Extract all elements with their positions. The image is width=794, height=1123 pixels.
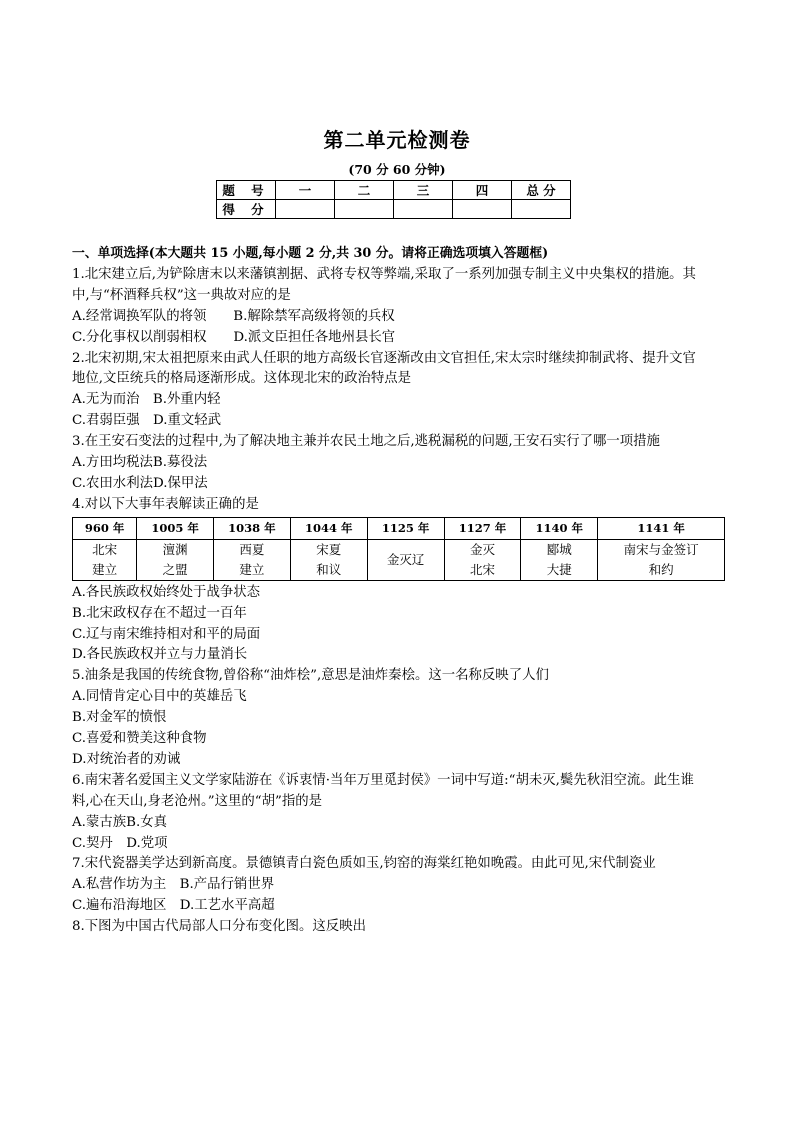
score-table-score-row <box>217 200 571 219</box>
score-header-part1: 一 <box>276 181 335 200</box>
q2-options-ab: A.无为而治 B.外重内轻 <box>72 392 221 408</box>
q3-options-ab: A.方田均税法B.募役法 <box>72 455 208 471</box>
q6-stem-line1: 6.南宋著名爱国主义文学家陆游在《诉衷情·当年万里觅封侯》一词中写道:“胡未灭,鬓先秋泪空流。此生谁 <box>72 772 694 788</box>
q1-options-ab: A.经常调换军队的将领 B.解除禁军高级将领的兵权 <box>72 308 395 324</box>
score-cell-part3[interactable] <box>394 200 453 219</box>
event-cell <box>367 539 444 580</box>
event-cell <box>521 539 598 580</box>
event-text: 北宋 <box>92 541 118 557</box>
q6-stem-line2: 料,心在天山,身老沧州。”这里的“胡”指的是 <box>72 793 322 809</box>
q5-option-d: D.对统治者的劝诫 <box>72 751 181 767</box>
event-cell <box>137 539 214 580</box>
q7-stem: 7.宋代瓷器美学达到新高度。景德镇青白瓷色质如玉,钧窑的海棠红艳如晚霞。由此可见,宋代制瓷业 <box>72 856 656 872</box>
event-text: 北宋 <box>469 561 495 577</box>
event-cell <box>214 539 291 580</box>
event-year: 960 年 <box>73 517 137 539</box>
q2-options-cd: C.君弱臣强 D.重文轻武 <box>72 413 222 429</box>
score-table-header-row <box>217 181 571 200</box>
q3-options-cd: C.农田水利法D.保甲法 <box>72 475 208 491</box>
q4-option-d: D.各民族政权并立与力量消长 <box>72 647 248 663</box>
event-year: 1125 年 <box>367 517 444 539</box>
score-header-total: 总 分 <box>512 181 571 200</box>
q5-stem: 5.油条是我国的传统食物,曾俗称“油炸桧”,意思是油炸秦桧。这一名称反映了人们 <box>72 668 549 684</box>
score-header-part4: 四 <box>453 181 512 200</box>
score-row-label: 得 分 <box>217 200 276 219</box>
event-cell <box>290 539 367 580</box>
q6-options-cd: C.契丹 D.党项 <box>72 835 168 851</box>
event-text: 建立 <box>92 561 118 577</box>
event-text: 南宋与金签订 <box>623 541 699 557</box>
events-timeline-table <box>72 517 725 581</box>
score-header-part3: 三 <box>394 181 453 200</box>
q1-stem-line1: 1.北宋建立后,为铲除唐末以来藩镇割据、武将专权等弊端,采取了一系列加强专制主义中央集权的措施。其 <box>72 266 696 282</box>
event-text: 澶渊 <box>162 541 188 557</box>
score-table <box>216 180 571 219</box>
event-text: 之盟 <box>162 561 188 577</box>
event-year: 1038 年 <box>214 517 291 539</box>
event-text: 郾城 <box>546 541 572 557</box>
event-year: 1140 年 <box>521 517 598 539</box>
q6-options-ab: A.蒙古族B.女真 <box>72 814 167 830</box>
event-text: 和议 <box>316 561 342 577</box>
q8-stem: 8.下图为中国古代局部人口分布变化图。这反映出 <box>72 919 366 935</box>
event-year: 1127 年 <box>444 517 521 539</box>
q7-options-ab: A.私营作坊为主 B.产品行销世界 <box>72 877 275 893</box>
event-year: 1005 年 <box>137 517 214 539</box>
event-cell <box>73 539 137 580</box>
q7-options-cd: C.遍布沿海地区 D.工艺水平高超 <box>72 898 275 914</box>
exam-content <box>72 244 727 938</box>
events-year-row <box>73 517 725 539</box>
score-cell-part4[interactable] <box>453 200 512 219</box>
event-text: 金灭 <box>469 541 495 557</box>
q5-option-a: A.同情肯定心目中的英雄岳飞 <box>72 689 247 705</box>
score-cell-total[interactable] <box>512 200 571 219</box>
q1-options-cd: C.分化事权以削弱相权 D.派文臣担任各地州县长官 <box>72 329 396 345</box>
event-text: 金灭辽 <box>386 551 425 567</box>
event-text: 和约 <box>648 561 674 577</box>
q4-option-a: A.各民族政权始终处于战争状态 <box>72 584 261 600</box>
event-text: 建立 <box>239 561 265 577</box>
event-text: 宋夏 <box>316 541 342 557</box>
exam-title: 第二单元检测卷 <box>323 128 471 152</box>
q4-option-b: B.北宋政权存在不超过一百年 <box>72 605 247 621</box>
exam-subtitle: (70 分 60 分钟) <box>348 162 446 177</box>
q1-stem-line2: 中,与“杯酒释兵权”这一典故对应的是 <box>72 287 291 303</box>
event-cell <box>598 539 725 580</box>
q2-stem-line1: 2.北宋初期,宋太祖把原来由武人任职的地方高级长官逐渐改由文官担任,宋太宗时继续抑制武将、提升文官 <box>72 350 696 366</box>
q4-stem: 4.对以下大事年表解读正确的是 <box>72 496 259 512</box>
event-text: 大捷 <box>546 561 572 577</box>
q5-option-c: C.喜爱和赞美这种食物 <box>72 731 207 747</box>
q4-option-c: C.辽与南宋维持相对和平的局面 <box>72 626 261 642</box>
q3-stem: 3.在王安石变法的过程中,为了解决地主兼并农民土地之后,逃税漏税的问题,王安石实行了哪一项措施 <box>72 434 660 450</box>
events-name-row <box>73 539 725 580</box>
event-year: 1044 年 <box>290 517 367 539</box>
event-text: 西夏 <box>239 541 265 557</box>
q5-option-b: B.对金军的愤恨 <box>72 710 167 726</box>
event-year: 1141 年 <box>598 517 725 539</box>
score-header-part2: 二 <box>335 181 394 200</box>
score-cell-part1[interactable] <box>276 200 335 219</box>
score-header-label: 题 号 <box>217 181 276 200</box>
event-cell <box>444 539 521 580</box>
q2-stem-line2: 地位,文臣统兵的格局逐渐形成。这体现北宋的政治特点是 <box>72 371 412 387</box>
section-heading: 一、单项选择(本大题共 15 小题,每小题 2 分,共 30 分。请将正确选项填入答题框) <box>72 246 549 261</box>
score-cell-part2[interactable] <box>335 200 394 219</box>
